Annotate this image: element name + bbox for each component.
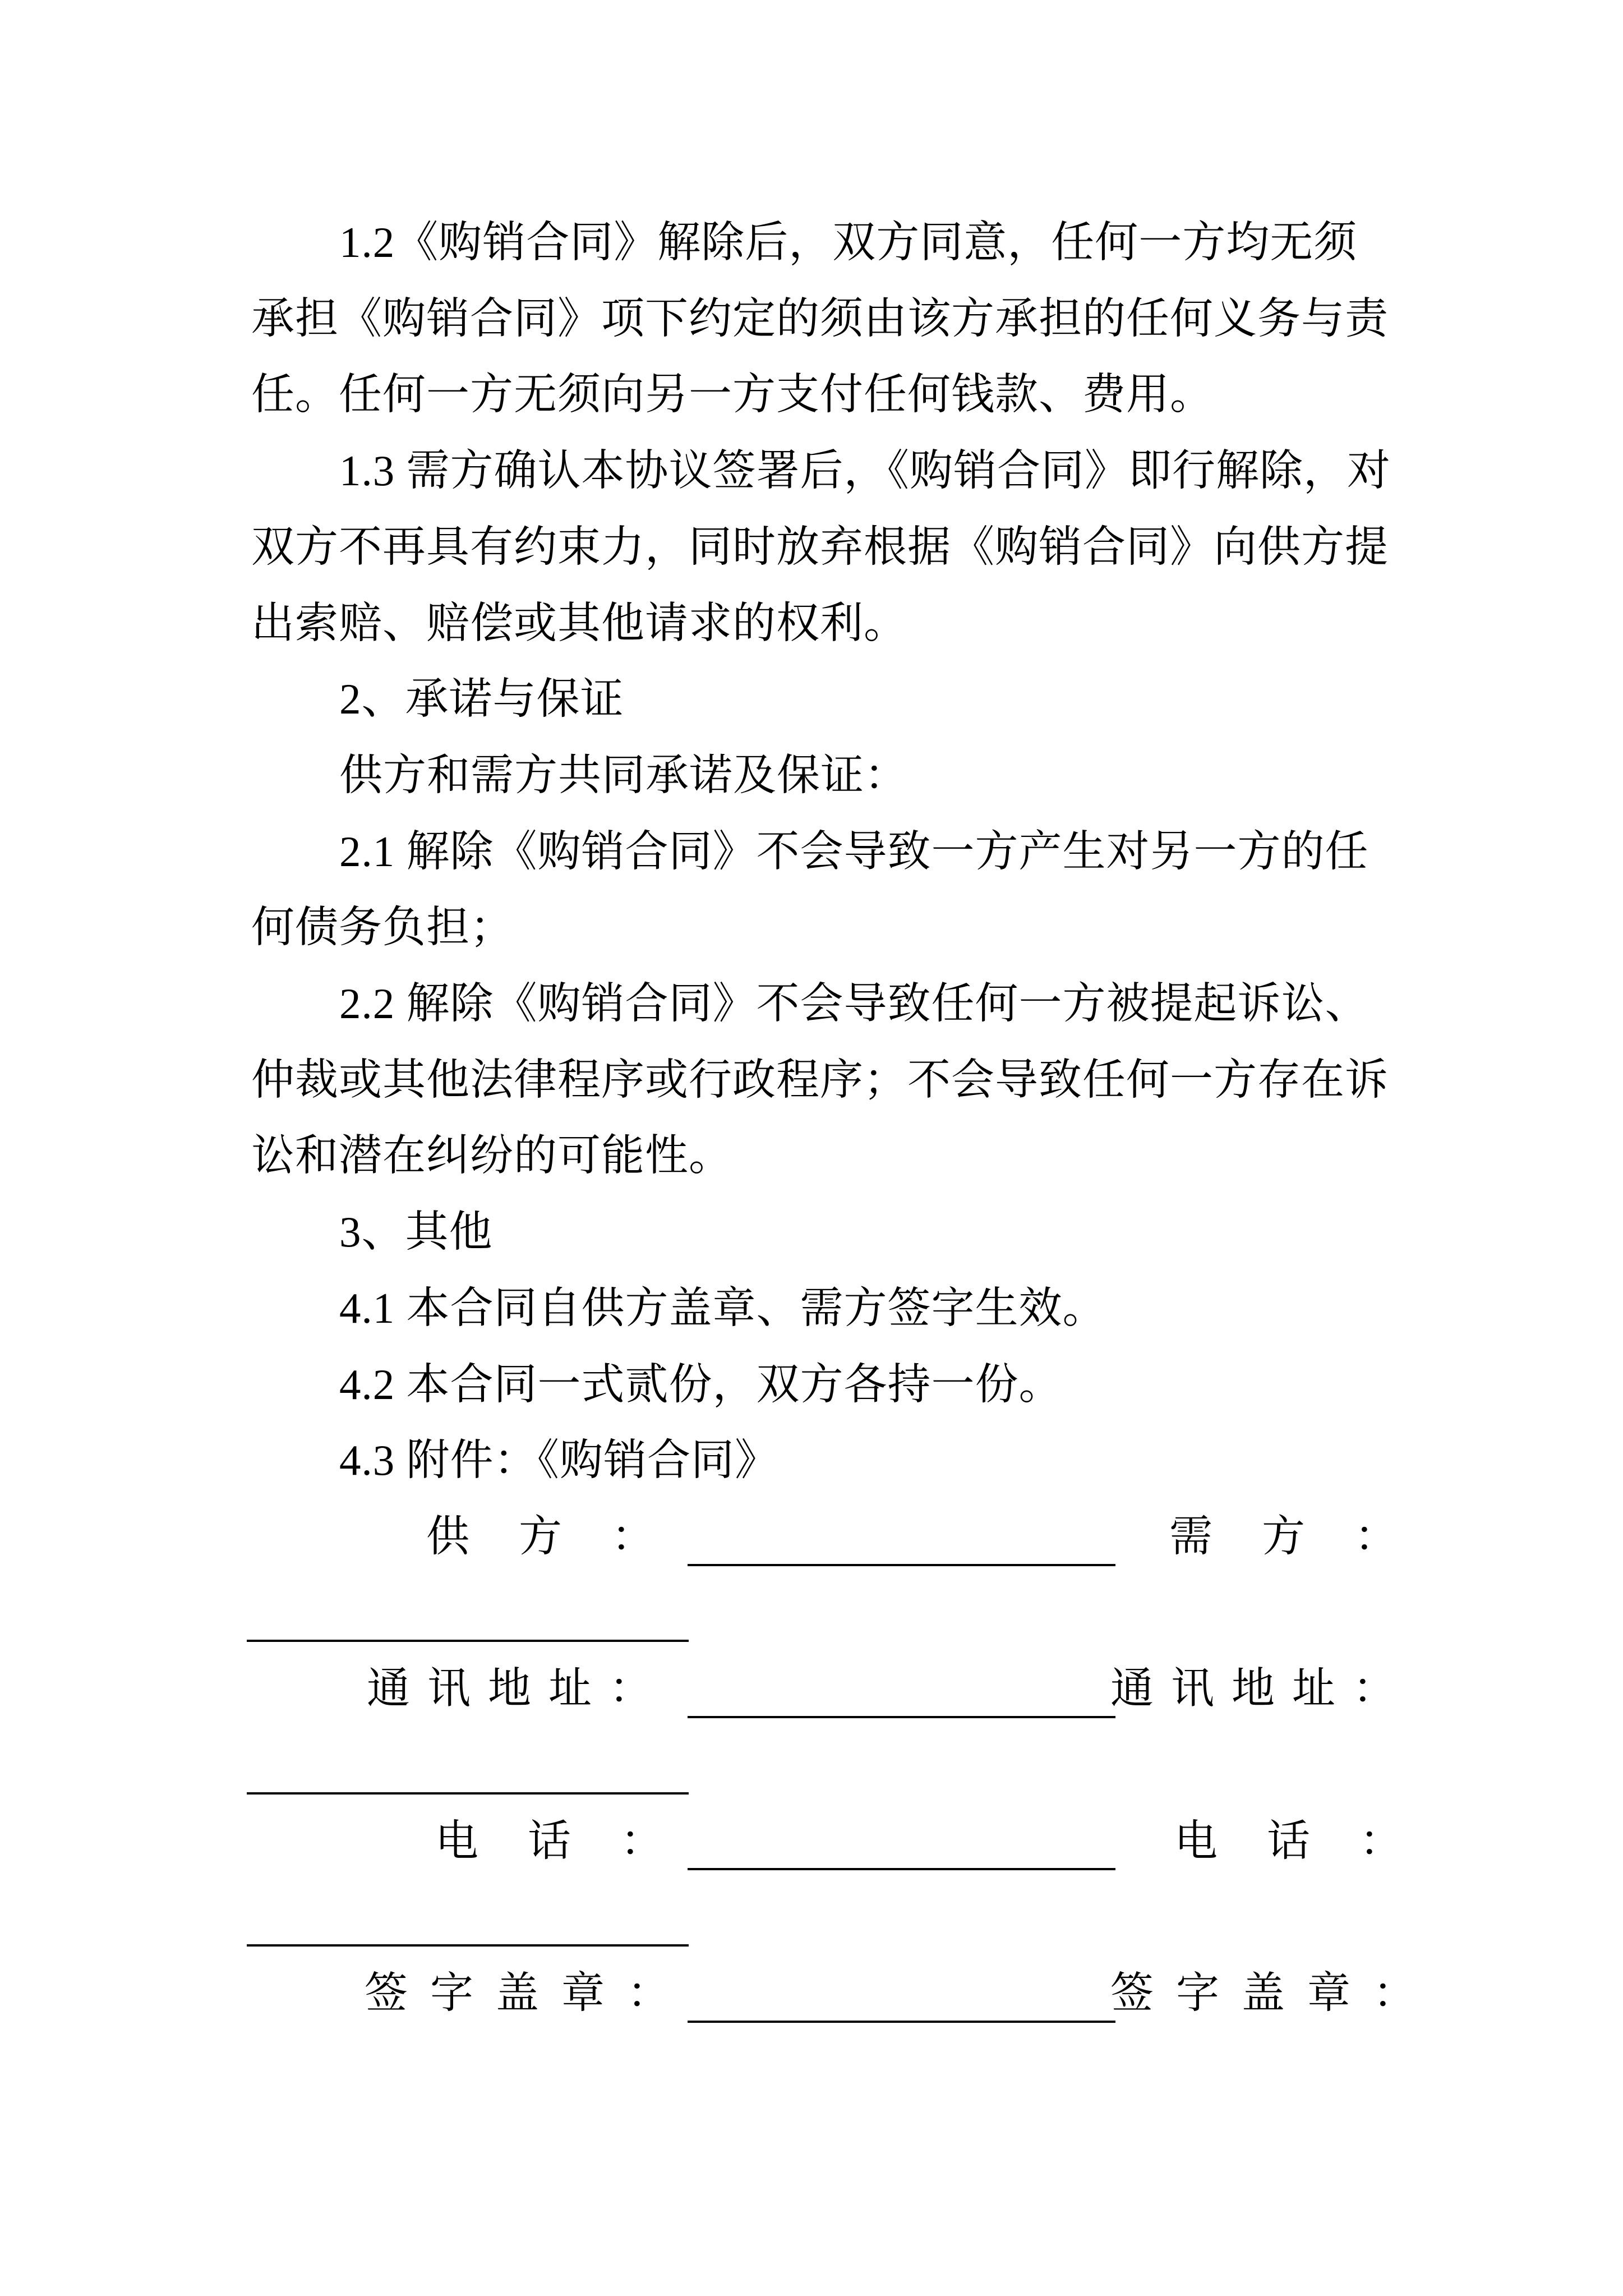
supplier-phone-label: 电话：	[435, 1816, 713, 1865]
sign-seal-row	[251, 1955, 1438, 2032]
supplier-label: 供方：	[426, 1512, 704, 1561]
body-line: 仲裁或其他法律程序或行政程序；不会导致任何一方存在诉	[251, 1055, 1389, 1104]
body-line: 4.1 本合同自供方盖章、需方签字生效。	[339, 1283, 1106, 1332]
attachment-line: 4.3 附件：《购销合同》	[339, 1436, 778, 1485]
body-line: 4.2 本合同一式贰份，双方各持一份。	[339, 1360, 1063, 1409]
body-line: 1.3 需方确认本协议签署后，《购销合同》即行解除，对	[339, 447, 1391, 495]
buyer-label: 需方：	[1169, 1512, 1447, 1561]
address-row	[251, 1651, 1413, 1727]
supplier-sign-blank	[688, 2021, 1115, 2023]
body-line: 2.2 解除《购销合同》不会导致任何一方被提起诉讼、	[339, 979, 1369, 1028]
phone-row	[251, 1803, 1452, 1880]
body-line: 出索赔、赔偿或其他请求的权利。	[251, 599, 907, 647]
supplier-phone-blank	[688, 1868, 1115, 1870]
body-line: 何债务负担；	[251, 903, 514, 952]
supplier-sign-label: 签字盖章：	[365, 1969, 693, 2018]
supplier-buyer-row	[251, 1499, 1447, 1575]
body-line: 讼和潜在纠纷的可能性。	[251, 1131, 732, 1180]
buyer-address-blank	[247, 1792, 689, 1795]
supplier-address-blank	[688, 1716, 1115, 1718]
buyer-address-blank-row	[251, 1727, 1380, 1803]
buyer-phone-blank	[247, 1944, 689, 1947]
buyer-address-label: 通讯地址：	[1110, 1664, 1413, 1713]
body-line: 1.2《购销合同》解除后，双方同意，任何一方均无须	[339, 218, 1358, 266]
section-heading-promises: 2、承诺与保证	[339, 675, 624, 724]
body-line: 双方不再具有约束力，同时放弃根据《购销合同》向供方提	[251, 522, 1389, 571]
buyer-phone-blank-row	[251, 1879, 1380, 1955]
body-line: 承担《购销合同》项下约定的须由该方承担的任何义务与责	[251, 294, 1389, 343]
supplier-address-label: 通讯地址：	[367, 1664, 670, 1713]
buyer-phone-label: 电话：	[1174, 1816, 1452, 1865]
section-heading-other: 3、其他	[339, 1208, 493, 1257]
body-line: 2.1 解除《购销合同》不会导致一方产生对另一方的任	[339, 827, 1369, 876]
body-line: 供方和需方共同承诺及保证：	[339, 751, 908, 799]
body-line: 任。任何一方无须向另一方支付任何钱款、费用。	[251, 370, 1214, 419]
buyer-name-blank-row	[251, 1575, 1380, 1651]
buyer-name-blank	[247, 1640, 689, 1642]
supplier-name-blank	[688, 1564, 1115, 1566]
contract-body	[251, 205, 1452, 2032]
buyer-sign-label: 签字盖章：	[1110, 1969, 1438, 2018]
